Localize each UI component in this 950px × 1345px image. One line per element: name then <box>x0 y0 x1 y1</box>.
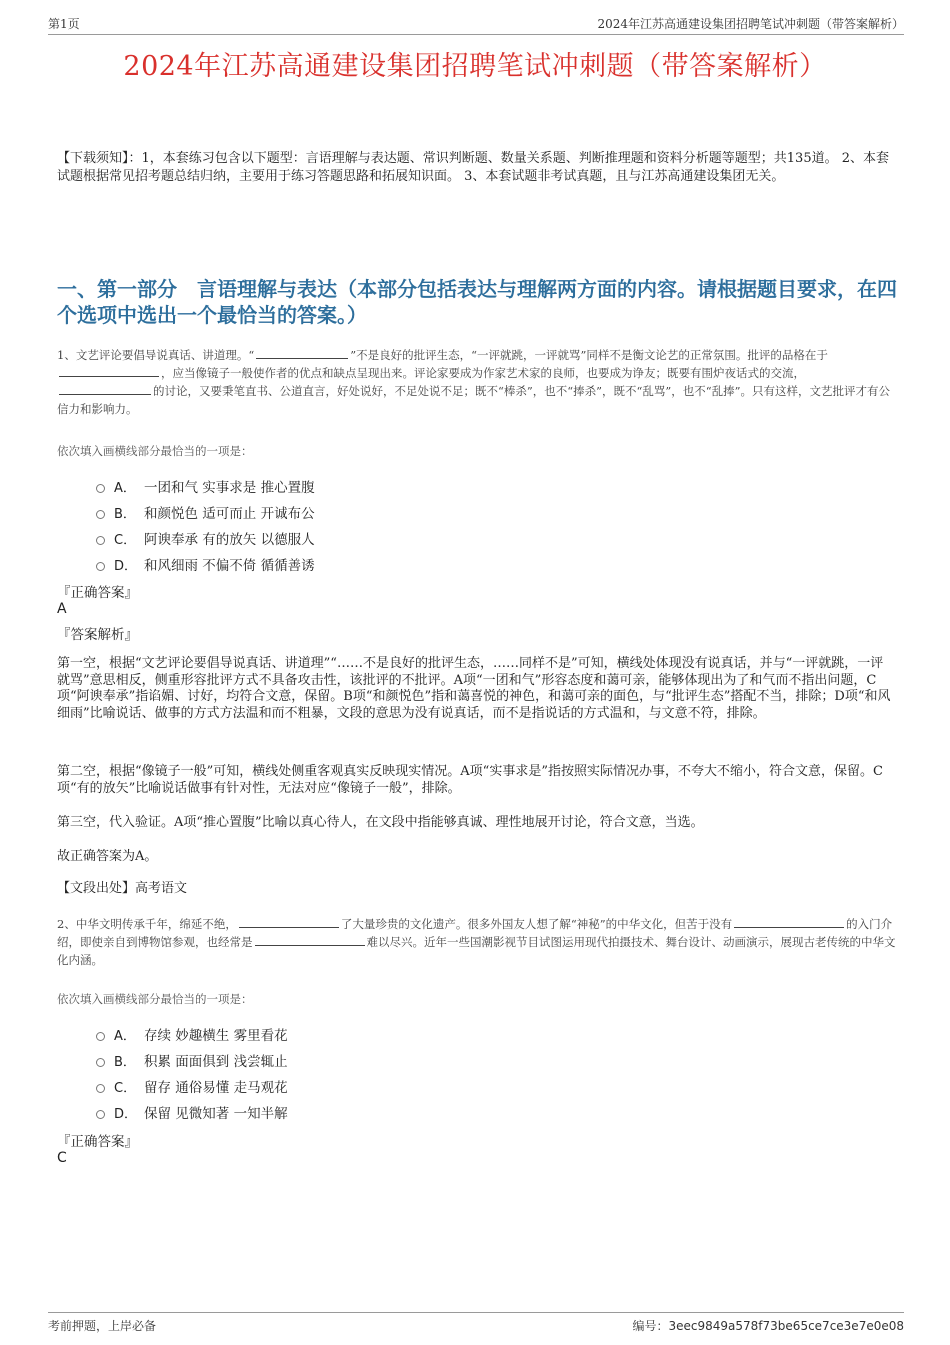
radio-icon[interactable] <box>96 1032 105 1041</box>
question-2-text: 2、中华文明传承千年，绵延不绝， 了大量珍贵的文化遗产。很多外国友人想了解“神秘”的中华文化，但苦于没有 的入门介绍，即使亲自到博物馆参观，也经常是 难以尽兴。近年一些国潮影视节目试图运用现代拍摄技术、舞台设计、动画演示，展现古老传统的中华文化内涵。 <box>57 917 896 967</box>
radio-icon[interactable] <box>96 484 105 493</box>
question-1-prompt: 依次填入画横线部分最恰当的一项是： <box>57 444 253 458</box>
download-notice: 【下载须知】：1，本套练习包含以下题型：言语理解与表达题、常识判断题、数量关系题、判断推理题和资料分析题等题型；共135道。 2、本套试题根据常见招考题总结归纳，主要用于练习答题思路和拓展知识面。 3、本套试题非考试真题，且与江苏高通建设集团无关。 <box>57 151 889 184</box>
question-1-options <box>96 473 315 577</box>
radio-icon[interactable] <box>96 510 105 519</box>
analysis-paragraph-1: 第一空，根据“文艺评论要倡导说真话、讲道理”“……不是良好的批评生态，……同样不是”可知，横线处体现没有说真话，并与“一评就跳，一评就骂”意思相反，侧重形容批评方式不具备攻击性，该批评的不批评。A项“一团和气”形容态度和蔼可亲，能够体现出为了和气而不指出问题，C项“阿谀奉承”指谄媚、讨好，均符合文意，保留。B项“和颜悦色”指和蔼喜悦的神色，和蔼可亲的面色，与“批评生态”搭配不当，排除；D项“和风细雨”比喻说话、做事的方式方法温和而不粗暴，文段的意思为没有说真话，而不是指说话的方式温和，与文意不符，排除。 <box>57 656 891 721</box>
analysis-paragraph-2: 第二空，根据“像镜子一般”可知，横线处侧重客观真实反映现实情况。A项“实事求是”指按照实际情况办事，不夸大不缩小，符合文意，保留。C项“有的放矢”比喻说话做事有针对性，无法对应“像镜子一般”，排除。 <box>57 764 883 796</box>
radio-icon[interactable] <box>96 536 105 545</box>
blank-3 <box>255 934 365 946</box>
option-b[interactable]: B． 和颜悦色 适可而止 开诚布公 <box>96 499 315 525</box>
radio-icon[interactable] <box>96 1084 105 1093</box>
blank-2 <box>59 365 159 377</box>
option-a[interactable]: A． 一团和气 实事求是 推心置腹 <box>96 473 315 499</box>
page-number: 第1页 <box>48 17 80 31</box>
radio-icon[interactable] <box>96 1058 105 1067</box>
option-d[interactable]: D． 保留 见微知著 一知半解 <box>96 1099 288 1125</box>
page-title: 2024年江苏高通建设集团招聘笔试冲刺题（带答案解析） <box>123 51 827 82</box>
correct-answer: A <box>57 601 67 617</box>
correct-answer-label: 『正确答案』 <box>57 585 138 601</box>
option-b[interactable]: B． 积累 面面俱到 浅尝辄止 <box>96 1047 288 1073</box>
blank-1 <box>239 916 339 928</box>
radio-icon[interactable] <box>96 562 105 571</box>
question-2-options <box>96 1021 288 1125</box>
option-a[interactable]: A． 存续 妙趣横生 雾里看花 <box>96 1021 288 1047</box>
option-c[interactable]: C． 留存 通俗易懂 走马观花 <box>96 1073 288 1099</box>
question-2-prompt: 依次填入画横线部分最恰当的一项是： <box>57 992 253 1006</box>
blank-2 <box>734 916 844 928</box>
page-header <box>48 14 904 35</box>
blank-1 <box>256 347 348 359</box>
footer-code: 编号：3eec9849a578f73be65ce7ce3e7e0e08 <box>632 1319 904 1333</box>
section-heading: 一、第一部分 言语理解与表达（本部分包括表达与理解两方面的内容。请根据题目要求，在四个选项中选出一个最恰当的答案。） <box>57 277 897 327</box>
option-d[interactable]: D． 和风细雨 不偏不倚 循循善诱 <box>96 551 315 577</box>
radio-icon[interactable] <box>96 1110 105 1119</box>
footer-slogan: 考前押题，上岸必备 <box>48 1319 157 1333</box>
option-c[interactable]: C． 阿谀奉承 有的放矢 以德服人 <box>96 525 315 551</box>
analysis-conclusion: 故正确答案为A。 <box>57 849 158 864</box>
question-1-text: 1、文艺评论要倡导说真话、讲道理。“ ”不是良好的批评生态，“一评就跳，一评就骂”同样不是衡文论艺的正常氛围。批评的品格在于，应当像镜子一般使作者的优点和缺点呈现出来。评论家要成为作家艺术家的良师，也要成为诤友；既要有围炉夜话式的交流，的讨论，又要秉笔直书、公道直言，好处说好，不足处说不足；既不“棒杀”，也不“捧杀”，既不“乱骂”，也不“乱捧”。只有这样，文艺批评才有公信力和影响力。 <box>57 348 891 416</box>
page-footer <box>48 1312 904 1335</box>
blank-3 <box>59 383 151 395</box>
passage-source: 【文段出处】高考语文 <box>57 881 188 896</box>
analysis-paragraph-3: 第三空，代入验证。A项“推心置腹”比喻以真心待人，在文段中指能够真诚、理性地展开讨论，符合文意，当选。 <box>57 815 704 830</box>
correct-answer-label: 『正确答案』 <box>57 1134 138 1150</box>
analysis-label: 『答案解析』 <box>57 627 138 643</box>
correct-answer: C <box>57 1150 67 1166</box>
header-doc-title: 2024年江苏高通建设集团招聘笔试冲刺题（带答案解析） <box>597 17 904 31</box>
